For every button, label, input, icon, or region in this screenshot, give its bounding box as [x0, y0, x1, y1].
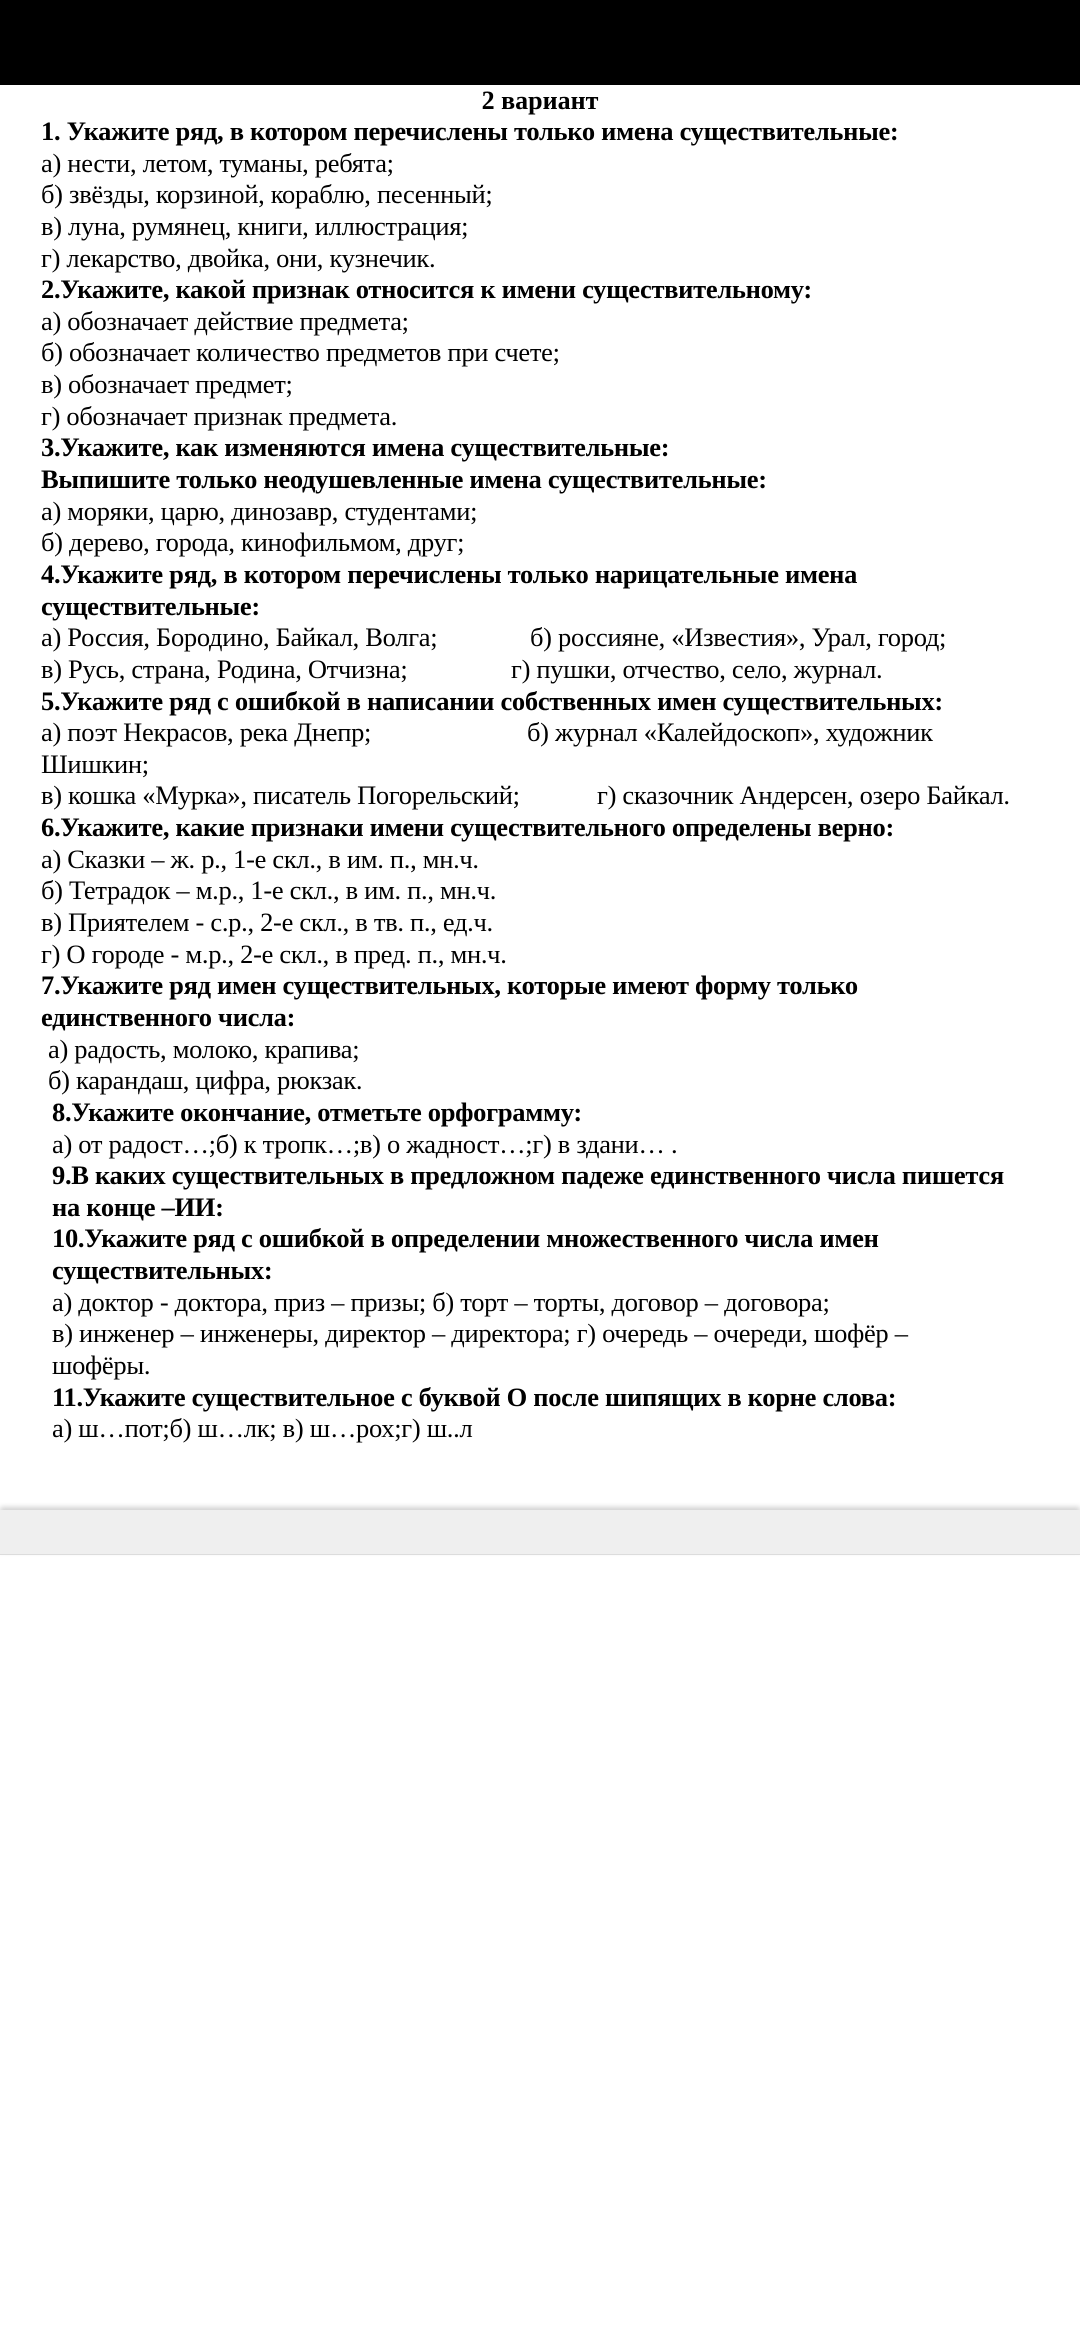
- answer-option: б) журнал «Калейдоскоп», художник: [527, 717, 933, 748]
- question-11: [0, 1382, 1080, 1445]
- question-title: 11.Укажите существительное с буквой О после шипящих в корне слова:: [52, 1381, 897, 1412]
- question-title: существительных:: [52, 1255, 273, 1286]
- answer-option: шофёры.: [52, 1349, 151, 1380]
- question-3: [0, 432, 1080, 559]
- answer-option-row: [0, 211, 1080, 243]
- answer-option-row: [0, 654, 1080, 686]
- variant-header: 2 вариант: [481, 86, 599, 115]
- question-title: 1. Укажите ряд, в котором перечислены только имена существительные:: [41, 116, 899, 146]
- question-5: [0, 686, 1080, 813]
- question-8: [0, 1097, 1080, 1160]
- answer-option: в) обозначает предмет;: [41, 369, 293, 400]
- question-title: единственного числа:: [41, 1001, 296, 1032]
- answer-option-row: [0, 1034, 1080, 1066]
- status-bar: [0, 0, 1080, 85]
- answer-option: б) дерево, города, кинофильмом, друг;: [41, 527, 465, 558]
- question-title: 10.Укажите ряд с ошибкой в определении множественного числа имен: [52, 1223, 879, 1254]
- question-6: [0, 812, 1080, 970]
- question-title: 3.Укажите, как изменяются имена существительные:: [41, 432, 670, 463]
- answer-option-row: [0, 527, 1080, 559]
- answer-option-row: [0, 844, 1080, 876]
- answer-option: а) поэт Некрасов, река Днепр;: [41, 717, 372, 748]
- question-title: на конце –ИИ:: [52, 1191, 224, 1222]
- answer-option-row: [0, 496, 1080, 528]
- answer-option: в) луна, румянец, книги, иллюстрация;: [41, 210, 469, 241]
- answer-option-row: [0, 622, 1080, 654]
- answer-option: а) ш…пот;б) ш…лк; в) ш…рох;г) ш..л: [52, 1413, 473, 1444]
- answer-option-row: [0, 1287, 1080, 1319]
- question-title: существительные:: [41, 590, 260, 621]
- question-title: 5.Укажите ряд с ошибкой в написании собственных имен существительных:: [41, 685, 943, 716]
- answer-option: а) от радост…;б) к тропк…;в) о жадност…;г) в здани… .: [52, 1128, 678, 1159]
- answer-option: б) россияне, «Известия», Урал, город;: [530, 622, 947, 653]
- answer-option-row: [0, 1350, 1080, 1382]
- question-10: [0, 1223, 1080, 1381]
- answer-option: а) моряки, царю, динозавр, студентами;: [41, 495, 478, 526]
- question-4: [0, 559, 1080, 686]
- answer-option: Шишкин;: [41, 748, 149, 779]
- answer-option-row: [0, 780, 1080, 812]
- answer-option-row: [0, 907, 1080, 939]
- answer-option: а) нести, летом, туманы, ребята;: [41, 147, 394, 178]
- answer-option-row: [0, 369, 1080, 401]
- answer-option-row: [0, 749, 1080, 781]
- answer-option-row: [0, 875, 1080, 907]
- answer-option: а) Сказки – ж. р., 1-е скл., в им. п., мн.ч.: [41, 843, 479, 874]
- answer-option-row: [0, 401, 1080, 433]
- answer-option: а) Россия, Бородино, Байкал, Волга;: [41, 622, 438, 653]
- answer-option-row: [0, 337, 1080, 369]
- answer-option-row: [0, 1065, 1080, 1097]
- answer-option: б) Тетрадок – м.р., 1-е скл., в им. п., мн.ч.: [41, 875, 497, 906]
- answer-option: г) лекарство, двойка, они, кузнечик.: [41, 242, 436, 273]
- answer-option-row: [0, 1318, 1080, 1350]
- answer-option-row: [0, 939, 1080, 971]
- answer-option-row: [0, 306, 1080, 338]
- answer-option: в) Приятелем - с.р., 2-е скл., в тв. п., ед.ч.: [41, 907, 493, 938]
- question-1: [0, 116, 1080, 274]
- answer-option: а) обозначает действие предмета;: [41, 305, 409, 336]
- answer-option: б) карандаш, цифра, рюкзак.: [48, 1065, 363, 1096]
- answer-option-row: [0, 1413, 1080, 1445]
- question-7: [0, 970, 1080, 1097]
- answer-option: б) обозначает количество предметов при счете;: [41, 337, 560, 368]
- answer-option: г) сказочник Андерсен, озеро Байкал.: [597, 780, 1010, 811]
- question-title: 9.В каких существительных в предложном падеже единственного числа пишется: [52, 1160, 1004, 1191]
- question-title: 2.Укажите, какой признак относится к имени существительному:: [41, 274, 812, 305]
- question-title: 6.Укажите, какие признаки имени существительного определены верно:: [41, 812, 894, 843]
- question-title: 7.Укажите ряд имен существительных, которые имеют форму только: [41, 970, 858, 1001]
- question-title: Выпишите только неодушевленные имена существительные:: [41, 464, 767, 495]
- answer-option: г) О городе - м.р., 2-е скл., в пред. п., мн.ч.: [41, 938, 507, 969]
- answer-option: в) кошка «Мурка», писатель Погорельский;: [41, 780, 520, 811]
- document-page: [0, 116, 1080, 1445]
- answer-option: г) пушки, отчество, село, журнал.: [511, 653, 883, 684]
- question-2: [0, 274, 1080, 432]
- answer-option-row: [0, 148, 1080, 180]
- question-9: [0, 1160, 1080, 1223]
- answer-option-row: [0, 179, 1080, 211]
- answer-option: а) радость, молоко, крапива;: [48, 1033, 360, 1064]
- question-title: 8.Укажите окончание, отметьте орфограмму:: [52, 1096, 582, 1127]
- page-separator: [0, 1510, 1080, 1555]
- answer-option-row: [0, 243, 1080, 275]
- answer-option-row: [0, 1129, 1080, 1161]
- answer-option: г) обозначает признак предмета.: [41, 400, 398, 431]
- answer-option-row: [0, 717, 1080, 749]
- answer-option: б) звёзды, корзиной, кораблю, песенный;: [41, 179, 493, 210]
- answer-option: а) доктор - доктора, приз – призы; б) торт – торты, договор – договора;: [52, 1286, 830, 1317]
- answer-option: в) Русь, страна, Родина, Отчизна;: [41, 653, 408, 684]
- question-title: 4.Укажите ряд, в котором перечислены только нарицательные имена: [41, 558, 858, 589]
- divider: [0, 1554, 1080, 1555]
- answer-option: в) инженер – инженеры, директор – директора; г) очередь – очереди, шофёр –: [52, 1318, 908, 1349]
